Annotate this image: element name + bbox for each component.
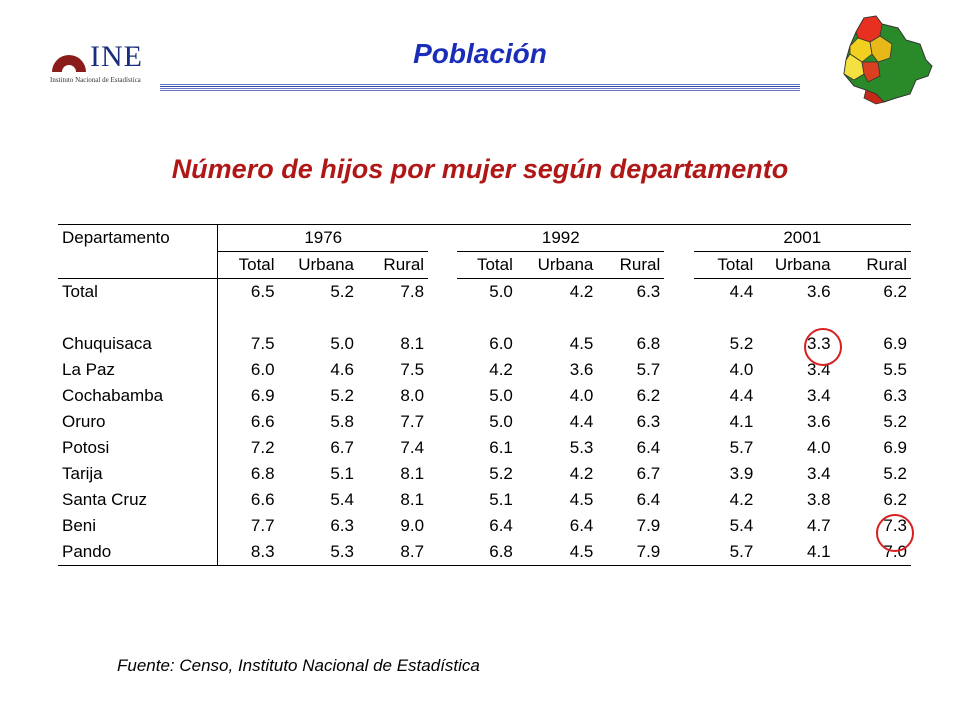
table-cell: 6.1 xyxy=(489,438,513,457)
department-name: Oruro xyxy=(58,409,218,435)
subheader-row xyxy=(58,252,911,279)
subheader-urbana: Urbana xyxy=(279,252,358,279)
table-cell: 7.3 xyxy=(883,516,907,535)
subheader-rural: Rural xyxy=(597,252,664,279)
year-header-2001: 2001 xyxy=(694,225,911,252)
table-cell: 4.2 xyxy=(489,360,513,379)
subheader-rural: Rural xyxy=(835,252,911,279)
year-header-1976: 1976 xyxy=(218,225,428,252)
department-name: La Paz xyxy=(58,357,218,383)
table-cell: 5.2 xyxy=(330,282,354,301)
table-cell: 6.3 xyxy=(636,412,661,431)
table-row xyxy=(58,539,911,566)
table-cell: 6.2 xyxy=(883,490,907,509)
highlight-circle-beni-rural-2001 xyxy=(876,514,914,552)
table-row xyxy=(58,409,911,435)
table-cell: 4.1 xyxy=(729,412,754,431)
table-cell: 6.4 xyxy=(489,516,513,535)
table-cell: 6.4 xyxy=(636,438,661,457)
department-name: Cochabamba xyxy=(58,383,218,409)
table-cell: 5.2 xyxy=(883,464,907,483)
table-cell: 7.2 xyxy=(250,438,275,457)
table-cell: 6.9 xyxy=(883,334,907,353)
table-cell: 6.4 xyxy=(569,516,594,535)
table-cell: 3.4 xyxy=(806,386,831,405)
table-cell: 5.0 xyxy=(489,412,513,431)
table-cell: 4.5 xyxy=(517,539,597,566)
table-cell: 3.4 xyxy=(806,464,831,483)
department-name: Pando xyxy=(58,539,218,566)
department-name: Santa Cruz xyxy=(58,487,218,513)
subheader-total: Total xyxy=(457,252,517,279)
table-cell: 5.7 xyxy=(636,360,661,379)
table-cell: 6.4 xyxy=(636,490,661,509)
table-cell: 4.5 xyxy=(569,490,594,509)
table-cell: 4.7 xyxy=(806,516,831,535)
table-cell: 6.2 xyxy=(883,282,907,301)
table-cell: 7.4 xyxy=(400,438,425,457)
table-row xyxy=(58,435,911,461)
subheader-urbana: Urbana xyxy=(517,252,597,279)
table-cell: 6.3 xyxy=(883,386,907,405)
table-cell: 5.7 xyxy=(694,539,758,566)
table-cell: 5.5 xyxy=(883,360,907,379)
table-cell: 5.4 xyxy=(729,516,754,535)
table-cell: 5.4 xyxy=(330,490,354,509)
table-cell: 5.2 xyxy=(729,334,754,353)
table-cell: 5.8 xyxy=(330,412,354,431)
table-cell: 4.4 xyxy=(729,282,754,301)
table-cell: 6.8 xyxy=(636,334,661,353)
table-cell: 6.9 xyxy=(250,386,275,405)
table-cell: 4.2 xyxy=(729,490,754,509)
table-cell: 8.7 xyxy=(358,539,428,566)
table-cell: 6.8 xyxy=(457,539,517,566)
table-cell: 6.8 xyxy=(250,464,275,483)
table-cell: 7.5 xyxy=(250,334,275,353)
year-header-row xyxy=(58,225,911,252)
table-cell: 5.1 xyxy=(330,464,354,483)
table-cell: 5.0 xyxy=(489,386,513,405)
table-cell: 6.3 xyxy=(636,282,661,301)
table-row xyxy=(58,461,911,487)
table-cell: 5.2 xyxy=(489,464,513,483)
table-cell: 7.9 xyxy=(597,539,664,566)
table-cell: 7.7 xyxy=(250,516,275,535)
table-cell: 4.5 xyxy=(569,334,594,353)
table-cell: 8.1 xyxy=(400,464,425,483)
department-header: Departamento xyxy=(58,225,218,252)
table-subtitle: Número de hijos por mujer según departamento xyxy=(171,154,789,184)
bolivia-map-icon xyxy=(836,14,936,106)
table-cell: 9.0 xyxy=(400,516,425,535)
logo-text: INE xyxy=(90,40,143,73)
table-cell: 5.7 xyxy=(729,438,754,457)
table-cell: 3.9 xyxy=(729,464,754,483)
source-note: Fuente: Censo, Instituto Nacional de Estadística xyxy=(117,656,480,675)
table-row xyxy=(58,383,911,409)
table-cell: 6.3 xyxy=(330,516,354,535)
ine-logo xyxy=(50,40,210,90)
table-cell: 6.0 xyxy=(489,334,513,353)
table-cell: 5.0 xyxy=(489,282,513,301)
table-cell: 4.2 xyxy=(569,282,594,301)
table-cell: 5.1 xyxy=(489,490,513,509)
table-row xyxy=(58,331,911,357)
table-cell: 8.0 xyxy=(400,386,425,405)
table-cell: 4.2 xyxy=(569,464,594,483)
table-cell: 6.6 xyxy=(250,490,275,509)
table-cell: 4.6 xyxy=(330,360,354,379)
subheader-rural: Rural xyxy=(358,252,428,279)
logo-subtext: Instituto Nacional de Estadística xyxy=(50,76,141,84)
table-row xyxy=(58,487,911,513)
table-cell: 6.6 xyxy=(250,412,275,431)
table-cell: 4.0 xyxy=(569,386,594,405)
table-cell: 4.4 xyxy=(569,412,594,431)
table-cell: 6.2 xyxy=(636,386,661,405)
table-cell: 8.3 xyxy=(218,539,279,566)
table-cell: 5.3 xyxy=(279,539,358,566)
page-title: Población xyxy=(413,38,547,69)
subheader-urbana: Urbana xyxy=(757,252,834,279)
table-cell: 7.0 xyxy=(835,539,911,566)
table-cell: 7.9 xyxy=(636,516,661,535)
fertility-table xyxy=(58,224,911,566)
highlight-circle-chuquisaca-urbana-2001 xyxy=(804,328,842,366)
table-row-total xyxy=(58,279,911,306)
table-cell: 4.0 xyxy=(806,438,831,457)
ine-arch-icon xyxy=(50,44,88,74)
table-cell: 7.8 xyxy=(400,282,425,301)
subheader-total: Total xyxy=(218,252,279,279)
table-cell: 3.6 xyxy=(806,282,831,301)
table-cell: 3.8 xyxy=(806,490,831,509)
department-name: Beni xyxy=(58,513,218,539)
table-cell: 3.6 xyxy=(806,412,831,431)
header-rule xyxy=(160,84,800,92)
table-cell: 4.0 xyxy=(729,360,754,379)
table-cell: 6.9 xyxy=(883,438,907,457)
table-cell: 5.2 xyxy=(330,386,354,405)
department-name: Chuquisaca xyxy=(58,331,218,357)
table-cell: 7.5 xyxy=(400,360,425,379)
table-cell: 6.0 xyxy=(250,360,275,379)
table-cell: 4.1 xyxy=(757,539,834,566)
table-cell: 4.4 xyxy=(729,386,754,405)
year-header-1992: 1992 xyxy=(457,225,664,252)
table-cell: 3.3 xyxy=(806,334,831,353)
department-name: Total xyxy=(58,279,218,306)
table-cell: 5.0 xyxy=(330,334,354,353)
table-row xyxy=(58,513,911,539)
table-cell: 6.7 xyxy=(636,464,661,483)
table-cell: 6.5 xyxy=(250,282,275,301)
table-cell: 5.2 xyxy=(883,412,907,431)
table-cell: 3.6 xyxy=(569,360,594,379)
department-name: Tarija xyxy=(58,461,218,487)
table-cell: 8.1 xyxy=(400,490,425,509)
spacer-row xyxy=(58,305,911,331)
table-cell: 7.7 xyxy=(400,412,425,431)
department-name: Potosi xyxy=(58,435,218,461)
table-cell: 3.4 xyxy=(806,360,831,379)
table-row xyxy=(58,357,911,383)
table-cell: 5.3 xyxy=(569,438,594,457)
table-cell: 8.1 xyxy=(400,334,425,353)
table-cell: 6.7 xyxy=(330,438,354,457)
subheader-total: Total xyxy=(694,252,758,279)
